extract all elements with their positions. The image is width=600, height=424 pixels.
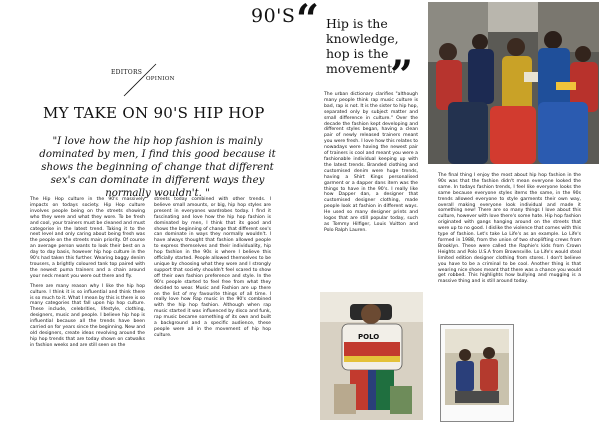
body-paragraph: The urban dictionary clarifies "although many people think rap music culture is bad, rap is not. It is the sister to hip hop, separated only by subject matter and small difference in culture." Over the decade the fashion kept developing and different styles began, having a clean pair of newly released trainers meant you were fresh. I love how this relates to nowadays were having the newest pair of trainers is cool and meant you were a fashionable individual keeping up with the latest trends. Branded clothing and customised denim were huge trends, having a Shirt Kings personalised garment or a dapper dans item was the things to have in the 90's. I really like how Dapper dan, a designer that customised designer clothing, made people look at fashion in different ways. He used so many designer prints and logos that are still popular today, such as Tommy Hilfiger, Louis Vuitton and Polo Ralph Lauren.	[324, 92, 418, 233]
polo-outfit-photo	[320, 292, 423, 420]
quote-open-mark: “	[296, 0, 320, 43]
body-paragraph: streets today combined with other trends. I believe small amounts, or big, hip hop styles are present in everyones wardrobes today. I find it fascinating and love how the hip hop fashion is dominated by men, I think that its good and shows the beginning of change that different sex's can dominate in ways they normally wouldn't. I have always thought that fashion allowed people to express themselves and their individuality, hip hop fashion in the 90s is where I believe this officially started. People allowed themselves to be unique by choosing what they wore and I strongly support that society shouldn't feel scared to show off their own fashion preference and style. In the 90's people started to feel free from what they decided to wear. Music and Fashion are up there on the list of my favourite things of all time. I really love how Rap music in the 90's combined with the hip hop fashion. Although when rap music started it was influenced by disco and funk, rap music became something of its own and built a background and a specific audience, these people were all in the movement of hip hop culture.	[154, 197, 271, 338]
body-paragraph: The final thing I enjoy the most about hip hop fashion in the 90s was that the fashion didn't mean everyone looked the same. In todays fashion trends, I feel like everyone looks the same because everyone styles items the same, in the 90s trends allowed everyone to style garments their own way, overall making everyone look individual and made it something new! There are so many things I love about this culture, however with love there's some hate. Hip hop fashion originated with gangs hanging around on the streets that were up to no good. I dislike the violence that comes with this type of fashion. Let's take Lo Life's as an example. Lo Life's formed in 1988, from the union of two shoplifting crews from Brooklyn. These were called the Raphie's kids from Crown Heights and Polo U.S.A from Brownsville. Lo Life's would steal limited edition designer clothing from stores. I don't believe you have to be a criminal to be cool. Another thing is that wearing nice shoes meant that there was a chance you would get robbed. This highlights how bullying and mugging is a massive thing and is still around today.	[438, 173, 581, 285]
body-column-4	[438, 173, 581, 289]
polo-shirt-text: POLO	[358, 333, 380, 341]
body-column-2	[154, 197, 271, 343]
title-90s: 90'S	[251, 5, 296, 27]
section-editors: EDITORS	[111, 69, 143, 76]
body-column-3	[324, 92, 418, 238]
polaroid-photo	[440, 324, 514, 422]
quote-close-mark: ”	[390, 52, 414, 99]
section-opinion: OPINION	[146, 76, 175, 82]
pull-quote: Hip is the knowledge, hop is the movement.	[326, 16, 399, 76]
crowd-photo	[428, 2, 599, 164]
body-paragraph: There are many reason why I like the hip hop culture. I think it is so influential and think there is so much to it. What I mean by this is there is so many categories that fall upon hip hop culture. These include, celebrities, lifestyle, clothing, designers, music and people. I believe hip hop is influential because all the trends have been carried on for years since the beginning. New and old designers, create ideas revolving around the hip hop trends that are today shown on catwalks in fashion weeks and are still seen on the	[30, 283, 145, 348]
headline: MY TAKE ON 90'S HIP HOP	[43, 104, 265, 122]
polaroid-illustration	[441, 325, 513, 421]
lead-quote: "I love how the hip hop fashion is mainly dominated by men, I find this good because it shows the beginning of change that different sex's can dominate in different ways they normally wouldn't. "	[39, 136, 276, 199]
body-column-1	[30, 197, 145, 353]
body-paragraph: The Hip Hop culture in the 90's massively impacts on todays society. Hip Hop culture involves people being on the streets showing who they were and what they wore. To be fresh and cool, your trainers must be cleaned and must categorise in the latest trend. Taking it to the next level and only caring about being fresh was the people on the streets main priority. Of course an average person wants to look their best on a day to day basis, however hip hop culture in the 90's had taken this further. Wearing baggy denim trousers, a brightly coloured tank top paired with the newest puma trainers and a chain around your neck meant you were out there and fly.	[30, 197, 145, 279]
polo-photo-illustration	[320, 292, 423, 420]
crowd-photo-illustration	[428, 2, 599, 164]
